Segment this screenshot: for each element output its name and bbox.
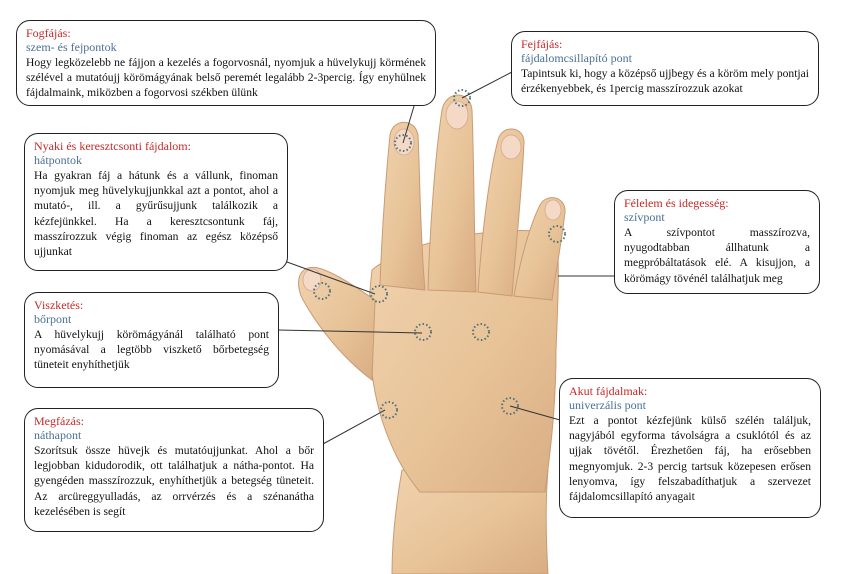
- box-subtitle: bőrpont: [34, 312, 72, 326]
- box-title: Megfázás:: [34, 414, 84, 428]
- box-title: Nyaki és keresztcsonti fájdalom:: [34, 139, 191, 153]
- box-title: Akut fájdalmak:: [569, 384, 648, 398]
- box-subtitle: náthapont: [34, 428, 82, 442]
- info-box-fejfajas: [511, 31, 819, 106]
- box-description: Ha gyakran fáj a hátunk és a vállunk, finoman nyomjuk meg hüvelykujjunkkal azt a pontot, ahol a mutató-, ill. a gyűrűsujjunk találkozik a kézfejünkkel. Ha a keresztcsontunk fáj, masszírozzuk végig finoman az egész középső ujjunkat: [34, 169, 278, 259]
- box-subtitle: hátpontok: [34, 153, 82, 167]
- box-subtitle: szívpont: [624, 210, 665, 224]
- box-title: Félelem és idegesség:: [624, 196, 729, 210]
- box-subtitle: szem- és fejpontok: [26, 40, 117, 54]
- hand-shape: [299, 95, 566, 574]
- box-title: Viszketés:: [34, 298, 84, 312]
- info-box-nyaki-keresztcsonti: [24, 133, 288, 271]
- info-box-felelem-idegesseg: [614, 190, 820, 294]
- box-description: A szívpontot masszírozva, nyugodtabban állhatunk a megpróbáltatások elé. A kisujjon, a körömágy tövénél találhatjuk meg: [624, 226, 810, 285]
- info-box-fogfajas: [16, 20, 436, 106]
- info-box-viszketes: [24, 292, 279, 388]
- box-subtitle: fájdalomcsillapító pont: [521, 51, 632, 65]
- info-box-megfazas: [24, 408, 324, 532]
- box-title: Fogfájás:: [26, 26, 71, 40]
- box-title: Fejfájás:: [521, 37, 563, 51]
- connector-megf: [323, 410, 385, 444]
- connector-fej: [462, 72, 512, 98]
- box-description: A hüvelykujj körömágyánál található pont nyomásával a legtöbb viszkető bőrbetegség tüneteit enyhíthetjük: [34, 328, 269, 372]
- box-description: Szorítsuk össze hüvejk és mutatóujjunkat. Ahol a bőr legjobban kidudorodik, ott találhatjuk a nátha-pontot. Ha gyengéden masszírozzuk, enyhíthetjük a betegség tüneteit. Az arcüreggyulladás, az orrvérzés és a szénanátha kezelésében is segít: [34, 444, 314, 518]
- info-box-akut-fajdalmak: [559, 378, 821, 518]
- box-subtitle: univerzális pont: [569, 398, 646, 412]
- box-description: Tapintsuk ki, hogy a középső ujjbegy és a köröm mely pontjai érzékenyebbek, és 1percig masszírozzuk azokat: [521, 67, 810, 96]
- box-description: Ezt a pontot kézfejünk külső szélén találjuk, nagyjából egyforma távolságra a csuklótól és az ujjak tövétől. Érezhetően fáj, ha erősebben megnyomjuk. 2-3 percig tartsuk közepesen erősen lenyomva, így felszabadíthatjuk a szervezet fájdalomcsillapító anyagait: [569, 414, 811, 504]
- box-description: Hogy legközelebb ne fájjon a kezelés a fogorvosnál, nyomjuk a hüvelykujj körmének szélével a mutatóujj körömágyának belső peremét legalább 2-3percig. Így enyhülnek fájdalmaink, miközben a fogorvosi székben ülünk: [26, 56, 426, 100]
